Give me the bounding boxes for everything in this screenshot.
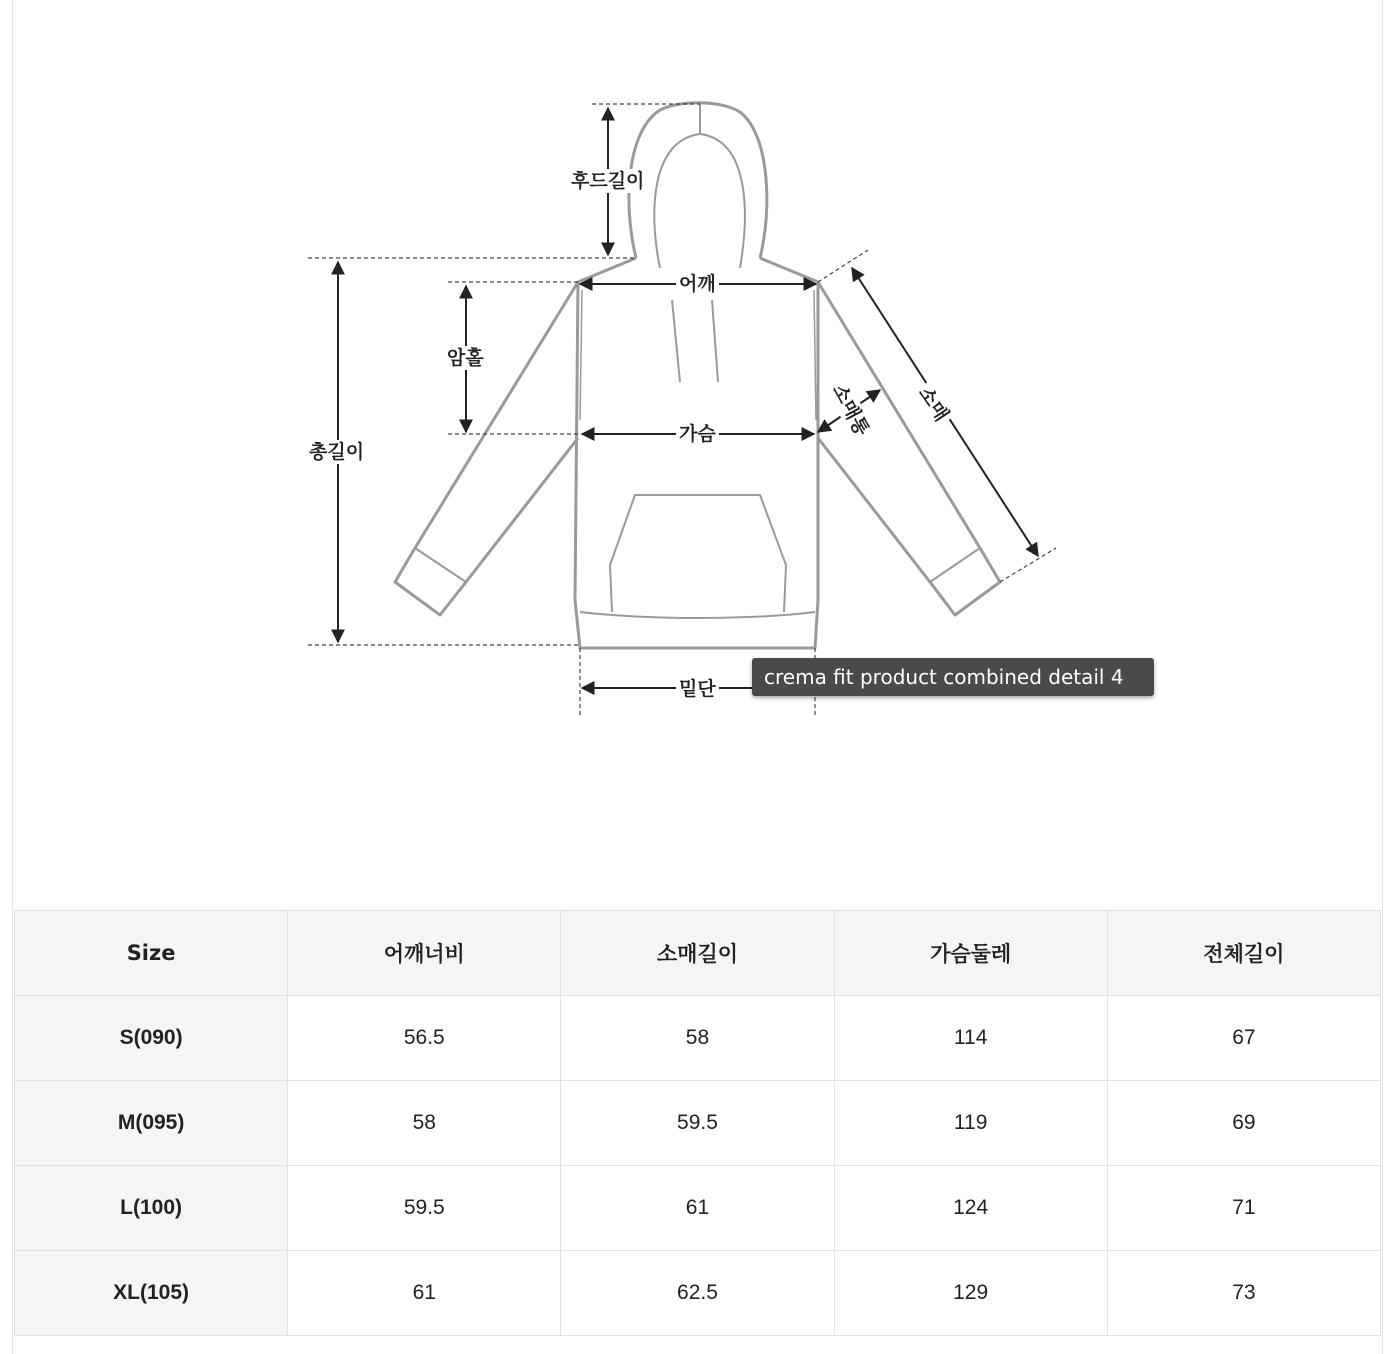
chest-cell: 124 bbox=[834, 1166, 1107, 1251]
table-row bbox=[15, 1081, 1381, 1166]
sleeve-cell: 62.5 bbox=[561, 1251, 834, 1336]
shoulder-cell: 59.5 bbox=[288, 1166, 561, 1251]
label-sleeve: 소매 bbox=[911, 380, 955, 429]
shoulder-cell: 58 bbox=[288, 1081, 561, 1166]
label-chest: 가슴 bbox=[676, 422, 719, 446]
shoulder-cell: 61 bbox=[288, 1251, 561, 1336]
length-cell: 71 bbox=[1107, 1166, 1380, 1251]
label-hem: 밑단 bbox=[676, 677, 719, 701]
header-size: Size bbox=[15, 911, 288, 996]
length-cell: 69 bbox=[1107, 1081, 1380, 1166]
size-cell: XL(105) bbox=[15, 1251, 288, 1336]
header-chest: 가슴둘레 bbox=[834, 911, 1107, 996]
size-cell: S(090) bbox=[15, 996, 288, 1081]
sleeve-cell: 58 bbox=[561, 996, 834, 1081]
label-shoulder: 어깨 bbox=[676, 272, 719, 296]
label-armhole: 암홀 bbox=[444, 346, 487, 370]
table-row bbox=[15, 1251, 1381, 1336]
header-shoulder-width: 어깨너비 bbox=[288, 911, 561, 996]
length-cell: 67 bbox=[1107, 996, 1380, 1081]
sleeve-cell: 59.5 bbox=[561, 1081, 834, 1166]
label-sleeve-opening: 소매통 bbox=[826, 377, 876, 442]
shoulder-cell: 56.5 bbox=[288, 996, 561, 1081]
table-header-row bbox=[15, 911, 1381, 996]
length-cell: 73 bbox=[1107, 1251, 1380, 1336]
table-row bbox=[15, 996, 1381, 1081]
chest-cell: 129 bbox=[834, 1251, 1107, 1336]
header-sleeve-length: 소매길이 bbox=[561, 911, 834, 996]
chest-cell: 114 bbox=[834, 996, 1107, 1081]
label-total-length: 총길이 bbox=[306, 440, 367, 464]
table-row bbox=[15, 1166, 1381, 1251]
header-total-length: 전체길이 bbox=[1107, 911, 1380, 996]
size-cell: L(100) bbox=[15, 1166, 288, 1251]
size-cell: M(095) bbox=[15, 1081, 288, 1166]
label-hood-length: 후드길이 bbox=[568, 169, 647, 193]
image-tooltip: crema fit product combined detail 4 bbox=[752, 658, 1154, 696]
size-table bbox=[14, 910, 1381, 1336]
chest-cell: 119 bbox=[834, 1081, 1107, 1166]
sleeve-cell: 61 bbox=[561, 1166, 834, 1251]
